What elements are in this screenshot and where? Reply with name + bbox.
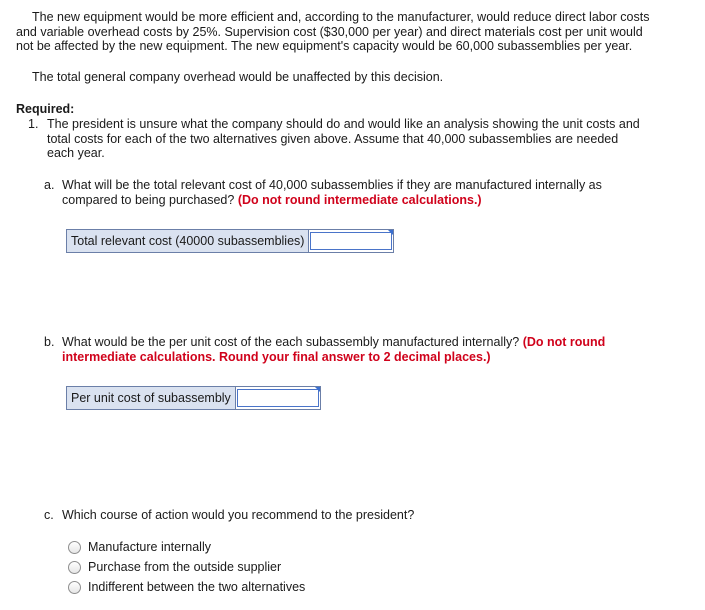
- question-1-number: 1.: [28, 117, 39, 131]
- intro-paragraph-2: The total general company overhead would be unaffected by this decision.: [32, 70, 444, 84]
- part-a-text: What will be the total relevant cost of 40,000 subassemblies if they are manufactured internally as compared to being purchased?: [62, 178, 602, 207]
- radio-option-purchase[interactable]: [68, 558, 281, 576]
- radio-label[interactable]: Purchase from the outside supplier: [88, 560, 282, 574]
- part-c-letter: c.: [44, 508, 54, 522]
- part-b-input-wrap: [236, 387, 320, 409]
- radio-option-manufacture[interactable]: [68, 538, 211, 556]
- radio-option-indifferent[interactable]: [68, 578, 305, 596]
- part-b-answer-row: [66, 386, 321, 410]
- required-heading: Required:: [16, 102, 75, 116]
- radio-label[interactable]: Indifferent between the two alternatives: [88, 580, 306, 594]
- radio-button[interactable]: [68, 541, 81, 554]
- total-relevant-cost-input[interactable]: [310, 232, 392, 250]
- per-unit-cost-input[interactable]: [237, 389, 319, 407]
- intro-paragraph-1: The new equipment would be more efficient and, according to the manufacturer, would reduce direct labor costs and variable overhead costs by 25%. Supervision cost ($30,000 per year) and direct materials cost per unit would not be affected by the new equipment. The new equipment's capacity would be 60,000 subassemblies per year.: [16, 10, 650, 54]
- radio-label[interactable]: Manufacture internally: [88, 540, 211, 554]
- part-b-note: (Do not round intermediate calculations. Round your final answer to 2 decimal places.): [62, 335, 606, 364]
- part-b-answer-label: Per unit cost of subassembly: [67, 387, 236, 409]
- radio-button[interactable]: [68, 581, 81, 594]
- part-a-answer-row: [66, 229, 394, 253]
- part-a-note: (Do not round intermediate calculations.): [237, 192, 482, 207]
- radio-button[interactable]: [68, 561, 81, 574]
- input-marker-icon: [315, 387, 320, 392]
- input-marker-icon: [388, 230, 393, 235]
- part-b-letter: b.: [44, 335, 55, 349]
- part-b-text: What would be the per unit cost of the each subassembly manufactured internally?: [62, 335, 520, 349]
- part-a-input-wrap: [309, 230, 393, 252]
- part-a-letter: a.: [44, 178, 55, 192]
- part-c-text: Which course of action would you recommend to the president?: [62, 508, 415, 522]
- part-a-answer-label: Total relevant cost (40000 subassemblies): [67, 230, 309, 252]
- question-1-text: The president is unsure what the company should do and would like an analysis showing the unit costs and total costs for each of the two alternatives given above. Assume that 40,000 subassemblies are needed each year.: [47, 117, 640, 161]
